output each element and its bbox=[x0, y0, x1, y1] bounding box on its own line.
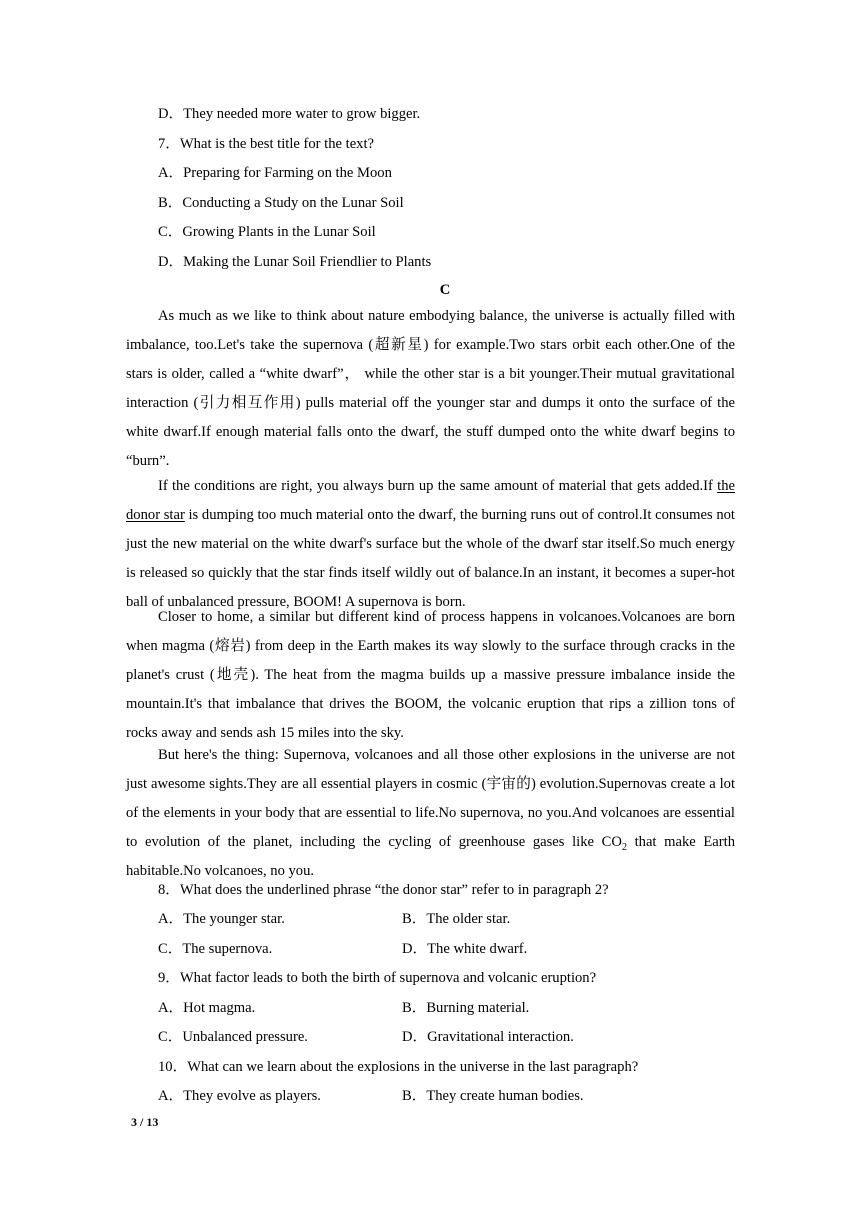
q6-option-d: D．They needed more water to grow bigger. bbox=[158, 106, 421, 122]
passage-paragraph-4 bbox=[126, 741, 735, 886]
q9-option-c: C．Unbalanced pressure. bbox=[158, 1029, 308, 1045]
q7-option-c: C．Growing Plants in the Lunar Soil bbox=[158, 224, 376, 240]
passage-paragraph-4-text-end: that make Earth habitable.No volcanoes, no you. bbox=[126, 834, 735, 880]
co2-subscript: 2 bbox=[621, 842, 627, 854]
q7-option-b: B．Conducting a Study on the Lunar Soil bbox=[158, 195, 404, 211]
q7-option-a: A．Preparing for Farming on the Moon bbox=[158, 165, 392, 181]
q8-option-a: A．The younger star. bbox=[158, 911, 285, 927]
passage-paragraph-3: Closer to home, a similar but different kind of process happens in volcanoes.Volcanoes are born when magma (熔岩) from deep in the Earth makes its way slowly to the surface through cracks in the planet's crust (地壳). The heat from the magma builds up a massive pressure imbalance inside the mountain.It's that imbalance that drives the BOOM, the volcanic eruption that rips a zillion tons of rocks away and sends ash 15 miles into the sky. bbox=[126, 609, 735, 742]
q7-stem: 7．What is the best title for the text? bbox=[158, 136, 375, 152]
page-number: 3 / 13 bbox=[131, 1115, 159, 1129]
q10-option-b: B．They create human bodies. bbox=[402, 1088, 584, 1104]
q10-stem: 10．What can we learn about the explosions in the universe in the last paragraph? bbox=[158, 1059, 639, 1075]
section-heading: C bbox=[439, 282, 451, 298]
q8-option-d: D．The white dwarf. bbox=[402, 941, 528, 957]
q8-stem: 8．What does the underlined phrase “the donor star” refer to in paragraph 2? bbox=[158, 882, 609, 898]
q9-option-a: A．Hot magma. bbox=[158, 1000, 256, 1016]
q9-option-b: B．Burning material. bbox=[402, 1000, 530, 1016]
q7-option-d: D．Making the Lunar Soil Friendlier to Plants bbox=[158, 254, 432, 270]
q9-stem: 9．What factor leads to both the birth of supernova and volcanic eruption? bbox=[158, 970, 597, 986]
underlined-phrase: the donor star bbox=[126, 478, 735, 524]
passage-paragraph-2 bbox=[126, 472, 735, 617]
q10-option-a: A．They evolve as players. bbox=[158, 1088, 321, 1104]
q8-option-b: B．The older star. bbox=[402, 911, 511, 927]
passage-paragraph-1: As much as we like to think about nature embodying balance, the universe is actually filled with imbalance, too.Let's take the supernova (超新星) for example.Two stars orbit each other.One of the stars is older, called a “white dwarf”， while the other star is a bit younger.Their mutual gravitational interaction (引力相互作用) pulls material off the younger star and dumps it onto the surface of the white dwarf.If enough material falls onto the dwarf, the stuff dumped onto the white dwarf begins to “burn”. bbox=[126, 308, 735, 470]
passage-paragraph-4-text-start: But here's the thing: Supernova, volcanoes and all those other explosions in the universe are not just awesome sights.They are all essential players in cosmic (宇宙的) evolution.Supernovas create a lot of the elements in your body that are essential to life.No supernova, no you.And volcanoes are essential to evolution of the planet, including the cycling of greenhouse gases like CO bbox=[126, 747, 735, 851]
passage-paragraph-2-text-start: If the conditions are right, you always burn up the same amount of material that gets added.If bbox=[158, 478, 718, 494]
q8-option-c: C．The supernova. bbox=[158, 941, 273, 957]
q9-option-d: D．Gravitational interaction. bbox=[402, 1029, 574, 1045]
passage-paragraph-2-text-end: is dumping too much material onto the dwarf, the burning runs out of control.It consumes not just the new material on the white dwarf's surface but the whole of the dwarf star itself.So much energy is released so quickly that the star finds itself wildly out of balance.In an instant, it becomes a super-hot ball of unbalanced pressure, BOOM! A supernova is born. bbox=[126, 507, 735, 611]
